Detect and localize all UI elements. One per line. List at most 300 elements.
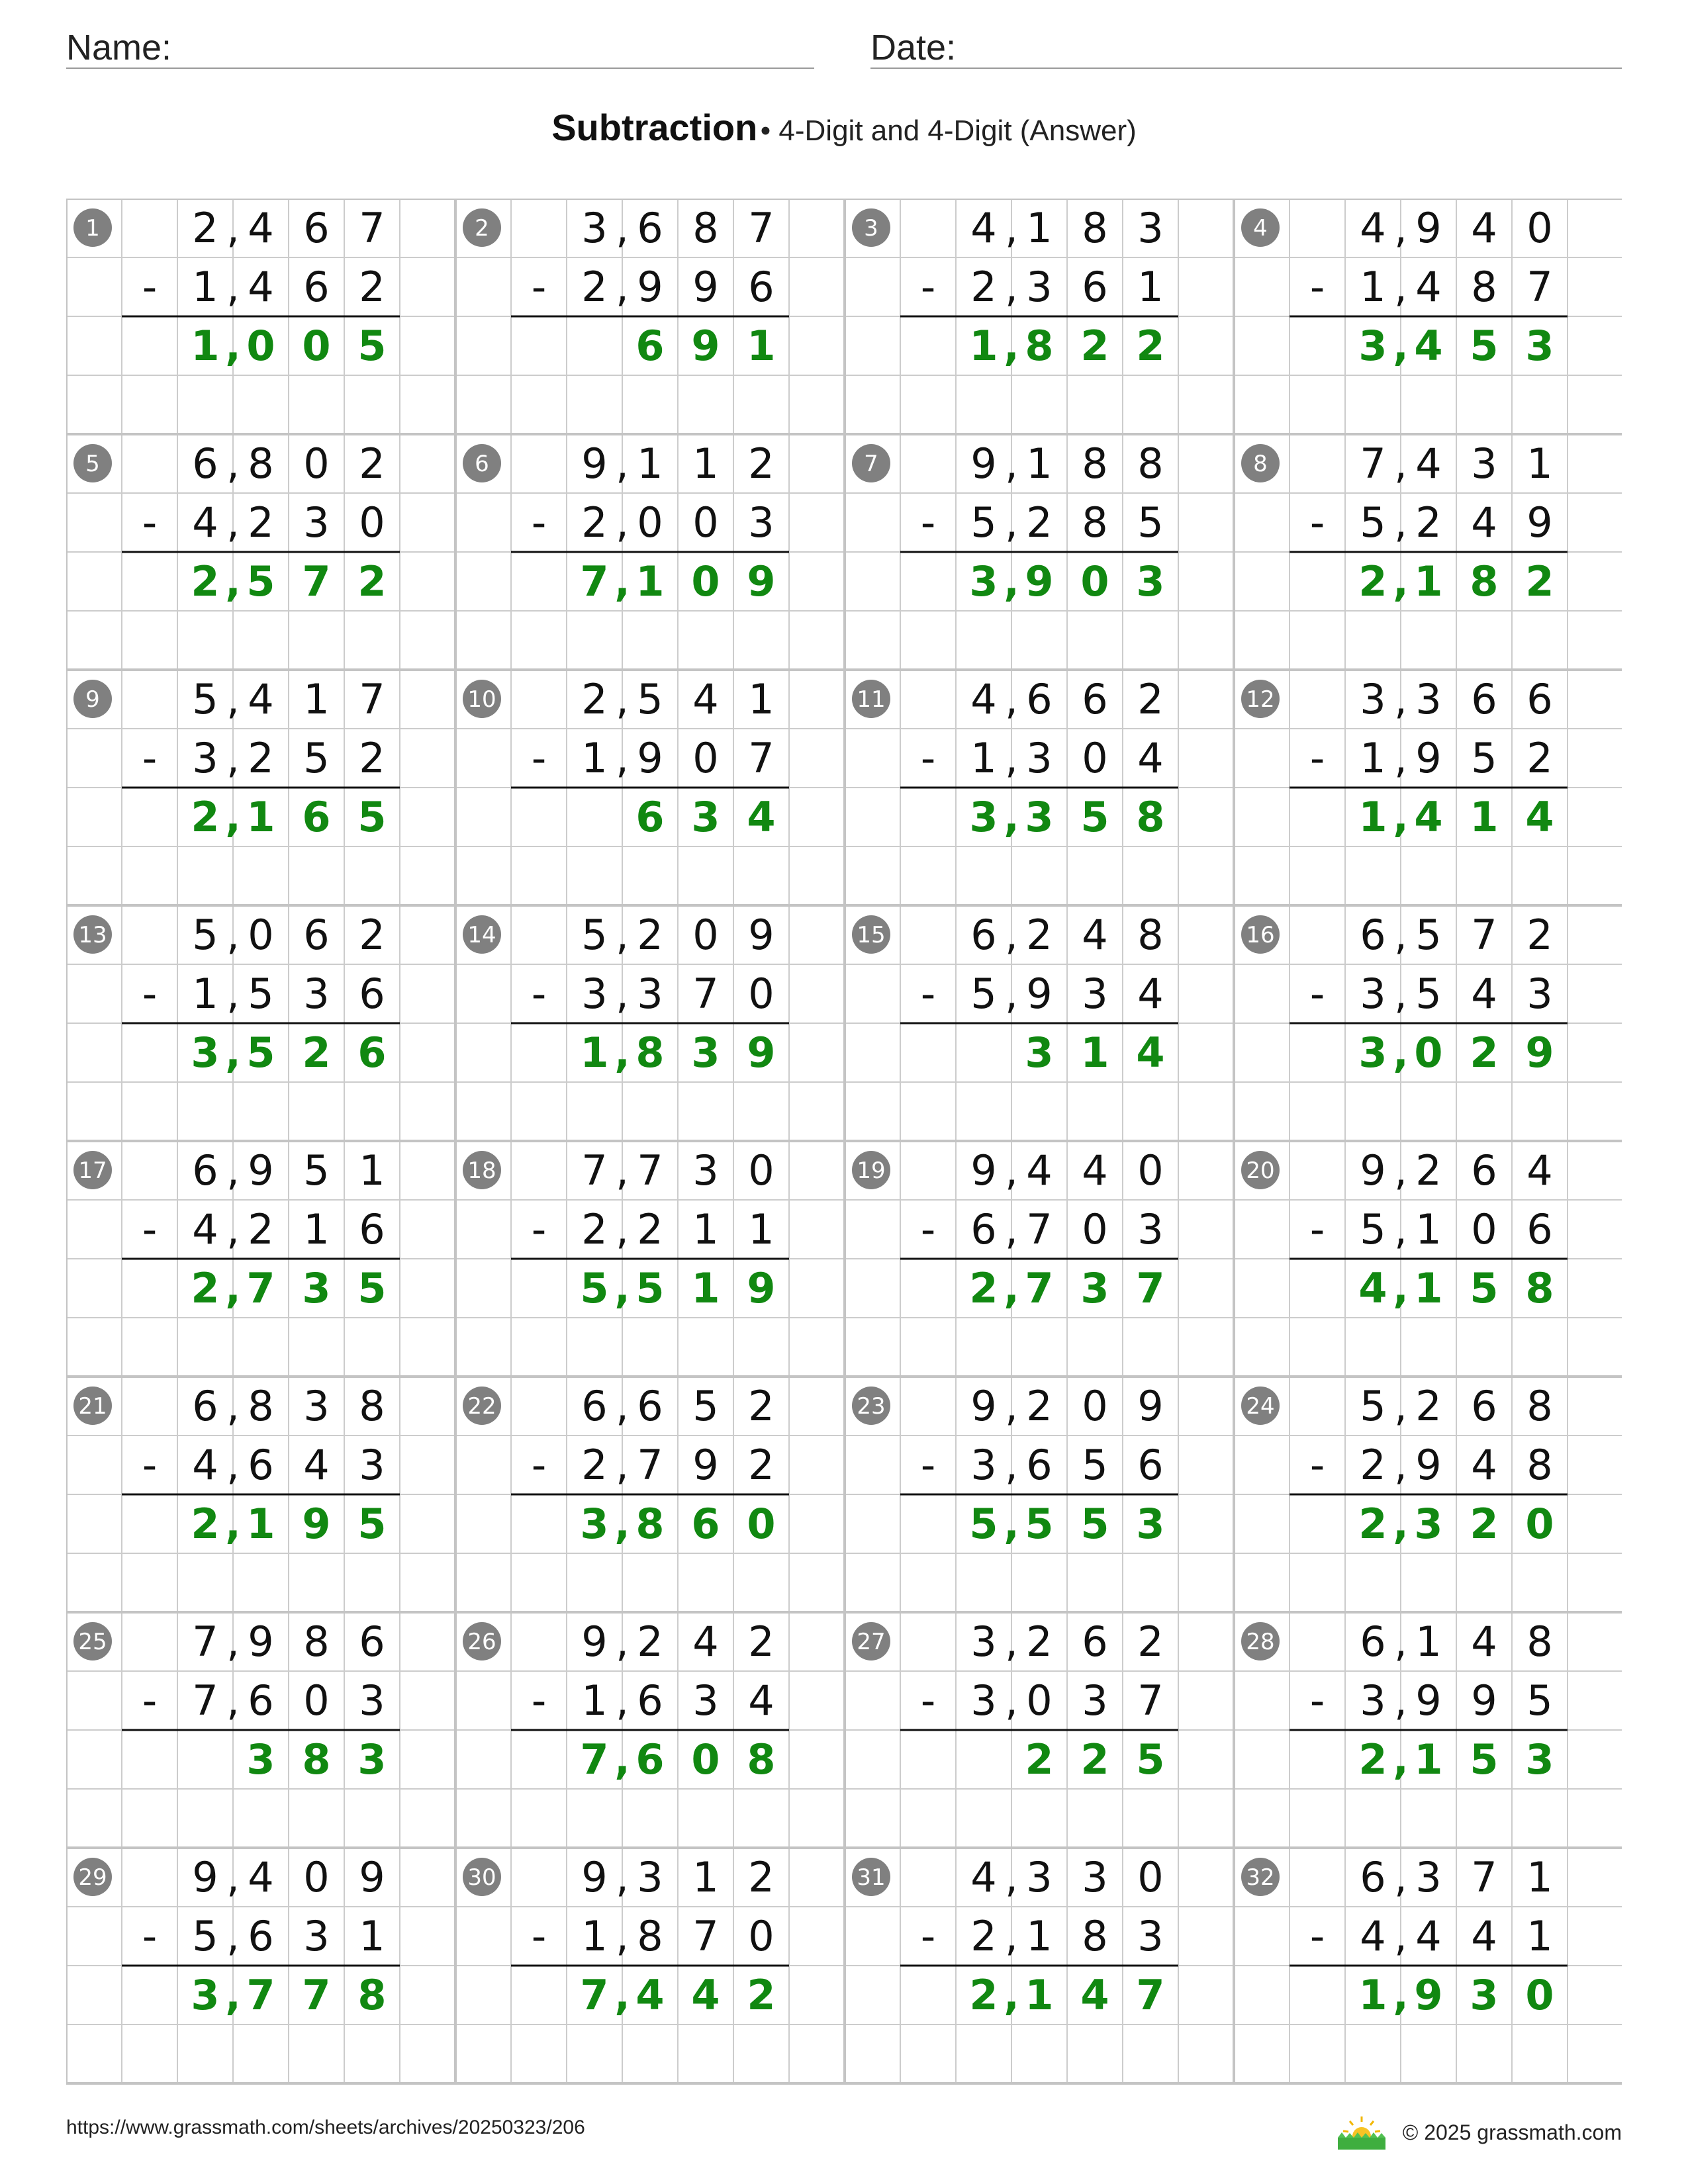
answer-digit: 7 — [302, 557, 331, 606]
subtrahend-digit: 7 — [692, 1912, 719, 1960]
answer-digit-comma: , — [225, 557, 241, 606]
answer-digit: 5 — [357, 1264, 387, 1312]
minus-sign: - — [531, 1205, 547, 1253]
minus-sign: - — [1309, 498, 1325, 547]
minuend-digit: 9 — [1137, 1382, 1164, 1430]
subtrahend-digit: 2 — [248, 1205, 274, 1253]
subtrahend-digit: 3 — [1137, 1912, 1164, 1960]
answer-digit: 5 — [357, 1500, 387, 1548]
minuend-digit: 4 — [1526, 1146, 1553, 1195]
subtrahend-digit: 0 — [359, 498, 385, 547]
answer-digit: 2 — [1080, 322, 1109, 370]
minuend-digit: 2 — [748, 1617, 774, 1666]
minuend-digit: 6 — [1471, 1146, 1497, 1195]
minuend-digit: 3 — [637, 1853, 663, 1901]
minuend-digit-comma: , — [1005, 911, 1018, 959]
minus-sign: - — [1309, 1205, 1325, 1253]
subtrahend-digit-comma: , — [616, 970, 629, 1018]
answer-digit: 2 — [191, 1500, 220, 1548]
subtrahend-digit-comma: , — [1005, 1912, 1018, 1960]
minuend-digit: 5 — [692, 1382, 719, 1430]
subtrahend-digit: 5 — [192, 1912, 218, 1960]
minuend-digit: 9 — [1415, 204, 1442, 252]
minuend-digit: 2 — [1026, 1382, 1053, 1430]
answer-digit: 1 — [246, 1500, 275, 1548]
minus-sign: - — [531, 1912, 547, 1960]
minuend-digit: 7 — [359, 204, 385, 252]
subtrahend-digit: 3 — [192, 734, 218, 782]
minuend-digit: 6 — [303, 911, 330, 959]
subtrahend-digit: 7 — [192, 1676, 218, 1725]
answer-digit: 0 — [747, 1500, 776, 1548]
subtrahend-digit: 8 — [1526, 1441, 1553, 1489]
subtrahend-digit: 0 — [303, 1676, 330, 1725]
minuend-digit: 0 — [303, 1853, 330, 1901]
subtrahend-digit: 1 — [1026, 1912, 1053, 1960]
answer-digit-comma: , — [1393, 1500, 1409, 1548]
subtrahend-digit: 0 — [692, 498, 719, 547]
subtrahend-digit: 9 — [1026, 970, 1053, 1018]
subtrahend-digit: 2 — [1526, 734, 1553, 782]
answer-digit: 5 — [1470, 1735, 1499, 1784]
minuend-digit: 3 — [1026, 1853, 1053, 1901]
minuend-digit: 4 — [970, 675, 997, 723]
problem-number: 7 — [864, 451, 878, 477]
subtrahend-digit: 6 — [303, 263, 330, 311]
subtrahend-digit: 3 — [359, 1441, 385, 1489]
subtrahend-digit: 7 — [1026, 1205, 1053, 1253]
answer-digit: 1 — [580, 1028, 609, 1077]
minuend-digit: 1 — [1526, 439, 1553, 488]
minuend-digit: 8 — [1137, 911, 1164, 959]
answer-digit: 4 — [635, 1971, 665, 2019]
subtrahend-digit: 4 — [748, 1676, 774, 1725]
subtrahend-digit: 6 — [1026, 1441, 1053, 1489]
subtrahend-digit: 6 — [1137, 1441, 1164, 1489]
minuend-digit: 8 — [1526, 1382, 1553, 1430]
subtrahend-digit: 5 — [1360, 1205, 1386, 1253]
minuend-digit-comma: , — [1005, 439, 1018, 488]
problem-number: 30 — [467, 1864, 496, 1891]
subtrahend-digit: 6 — [748, 263, 774, 311]
answer-digit: 3 — [1525, 1735, 1554, 1784]
minus-sign: - — [142, 1676, 158, 1725]
answer-digit: 2 — [969, 1264, 998, 1312]
subtrahend-digit-comma: , — [616, 1205, 629, 1253]
answer-digit: 4 — [1358, 1264, 1387, 1312]
title-subtitle: • 4-Digit and 4-Digit (Answer) — [760, 114, 1137, 147]
minuend-digit: 9 — [970, 1146, 997, 1195]
answer-digit: 9 — [747, 1028, 776, 1077]
subtrahend-digit: 2 — [1026, 498, 1053, 547]
minuend-digit: 9 — [748, 911, 774, 959]
minuend-digit: 4 — [248, 204, 274, 252]
minus-sign: - — [142, 970, 158, 1018]
answer-digit: 3 — [691, 793, 720, 841]
answer-digit: 9 — [747, 1264, 776, 1312]
minuend-digit: 1 — [359, 1146, 385, 1195]
subtrahend-digit-comma: , — [1394, 1912, 1407, 1960]
minus-sign: - — [920, 1676, 936, 1725]
date-label: Date: — [870, 28, 957, 68]
subtrahend-digit-comma: , — [1005, 263, 1018, 311]
subtrahend-digit: 4 — [1415, 1912, 1442, 1960]
problem-number: 31 — [857, 1864, 886, 1891]
answer-digit: 6 — [635, 1735, 665, 1784]
answer-digit: 0 — [1414, 1028, 1443, 1077]
subtrahend-digit: 0 — [748, 1912, 774, 1960]
subtrahend-digit: 1 — [192, 970, 218, 1018]
minuend-digit-comma: , — [1394, 439, 1407, 488]
answer-digit: 3 — [1414, 1500, 1443, 1548]
answer-digit: 8 — [302, 1735, 331, 1784]
problem-number: 1 — [85, 215, 100, 242]
subtrahend-digit: 9 — [692, 263, 719, 311]
answer-digit-comma: , — [1393, 793, 1409, 841]
subtrahend-digit-comma: , — [1005, 498, 1018, 547]
answer-digit-comma: , — [1393, 322, 1409, 370]
answer-digit: 9 — [302, 1500, 331, 1548]
minuend-digit: 3 — [303, 1382, 330, 1430]
subtrahend-digit: 2 — [581, 1441, 608, 1489]
answer-digit: 2 — [191, 557, 220, 606]
subtrahend-digit: 1 — [748, 1205, 774, 1253]
problem-number: 18 — [467, 1158, 496, 1184]
minuend-digit: 3 — [1360, 675, 1386, 723]
answer-digit: 3 — [1136, 557, 1165, 606]
minuend-digit: 6 — [1526, 675, 1553, 723]
minuend-digit-comma: , — [1394, 911, 1407, 959]
minuend-digit: 3 — [692, 1146, 719, 1195]
minus-sign: - — [531, 734, 547, 782]
minuend-digit: 9 — [359, 1853, 385, 1901]
minuend-digit: 4 — [970, 204, 997, 252]
minuend-digit: 6 — [1360, 911, 1386, 959]
answer-digit: 1 — [691, 1264, 720, 1312]
subtrahend-digit: 4 — [1471, 498, 1497, 547]
answer-digit-comma: , — [1393, 557, 1409, 606]
subtrahend-digit: 5 — [1471, 734, 1497, 782]
minuend-digit: 6 — [1471, 675, 1497, 723]
subtrahend-digit: 9 — [692, 1441, 719, 1489]
answer-digit: 2 — [969, 1971, 998, 2019]
minuend-digit: 0 — [248, 911, 274, 959]
minuend-digit: 7 — [637, 1146, 663, 1195]
answer-digit-comma: , — [1393, 1735, 1409, 1784]
answer-digit: 7 — [1136, 1264, 1165, 1312]
subtrahend-digit: 6 — [248, 1441, 274, 1489]
subtrahend-digit: 3 — [303, 970, 330, 1018]
minuend-digit: 3 — [1082, 1853, 1108, 1901]
answer-digit: 5 — [969, 1500, 998, 1548]
answer-digit: 8 — [635, 1028, 665, 1077]
minuend-digit: 4 — [248, 675, 274, 723]
answer-digit: 2 — [302, 1028, 331, 1077]
subtrahend-digit: 5 — [1415, 970, 1442, 1018]
answer-digit-comma: , — [614, 1500, 630, 1548]
answer-digit: 0 — [1525, 1971, 1554, 2019]
minus-sign: - — [142, 734, 158, 782]
answer-digit-comma: , — [1393, 1971, 1409, 2019]
answer-digit: 7 — [246, 1971, 275, 2019]
minuend-digit: 6 — [1471, 1382, 1497, 1430]
minuend-digit: 6 — [1360, 1617, 1386, 1666]
minus-sign: - — [1309, 263, 1325, 311]
minus-sign: - — [142, 1441, 158, 1489]
problem-number: 15 — [857, 922, 886, 948]
copyright-text: © 2025 grassmath.com — [1402, 2120, 1622, 2144]
answer-digit: 2 — [1525, 557, 1554, 606]
minuend-digit: 2 — [359, 911, 385, 959]
answer-digit-comma: , — [614, 557, 630, 606]
subtrahend-digit-comma: , — [226, 498, 240, 547]
subtrahend-digit: 4 — [1137, 734, 1164, 782]
minuend-digit: 4 — [1471, 1617, 1497, 1666]
answer-digit: 0 — [691, 557, 720, 606]
answer-digit: 1 — [1414, 557, 1443, 606]
minuend-digit: 8 — [248, 439, 274, 488]
subtrahend-digit: 5 — [1360, 498, 1386, 547]
subtrahend-digit-comma: , — [1005, 1441, 1018, 1489]
subtrahend-digit: 5 — [248, 970, 274, 1018]
answer-digit: 4 — [747, 793, 776, 841]
answer-digit: 1 — [1414, 1735, 1443, 1784]
subtrahend-digit: 5 — [970, 970, 997, 1018]
minuend-digit: 1 — [1526, 1853, 1553, 1901]
subtrahend-digit: 0 — [637, 498, 663, 547]
minuend-digit: 6 — [1082, 675, 1108, 723]
subtrahend-digit-comma: , — [1394, 734, 1407, 782]
worksheet-title — [0, 106, 1688, 149]
minuend-digit: 9 — [581, 1617, 608, 1666]
problem-number: 19 — [857, 1158, 886, 1184]
footer-copyright — [1335, 2115, 1622, 2150]
minuend-digit-comma: , — [616, 1617, 629, 1666]
subtrahend-digit: 3 — [1026, 263, 1053, 311]
minus-sign: - — [531, 1676, 547, 1725]
minuend-digit: 6 — [192, 1146, 218, 1195]
minus-sign: - — [531, 1441, 547, 1489]
minuend-digit-comma: , — [616, 1146, 629, 1195]
minuend-digit: 8 — [1137, 439, 1164, 488]
minuend-digit-comma: , — [616, 204, 629, 252]
subtrahend-digit: 3 — [303, 498, 330, 547]
minuend-digit: 3 — [581, 204, 608, 252]
sun-over-grass-icon — [1335, 2115, 1388, 2150]
minuend-digit: 4 — [1360, 204, 1386, 252]
minuend-digit: 6 — [192, 1382, 218, 1430]
problem-number: 9 — [85, 686, 100, 713]
answer-digit: 7 — [580, 557, 609, 606]
date-field[interactable] — [870, 24, 1622, 69]
answer-digit-comma: , — [1004, 1264, 1019, 1312]
answer-digit-comma: , — [225, 1028, 241, 1077]
answer-digit: 2 — [1358, 557, 1387, 606]
answer-digit: 8 — [747, 1735, 776, 1784]
minuend-digit: 5 — [192, 911, 218, 959]
subtrahend-digit-comma: , — [1005, 1676, 1018, 1725]
subtrahend-digit-comma: , — [1394, 1205, 1407, 1253]
minuend-digit: 8 — [1082, 439, 1108, 488]
answer-digit: 3 — [302, 1264, 331, 1312]
subtrahend-digit: 5 — [1526, 1676, 1553, 1725]
subtrahend-digit: 3 — [748, 498, 774, 547]
subtrahend-digit: 1 — [970, 734, 997, 782]
subtrahend-digit: 3 — [1137, 1205, 1164, 1253]
problem-number: 23 — [857, 1393, 886, 1420]
minuend-digit: 6 — [637, 1382, 663, 1430]
minuend-digit: 4 — [1415, 439, 1442, 488]
answer-digit: 4 — [1525, 793, 1554, 841]
answer-digit: 1 — [191, 322, 220, 370]
subtrahend-digit: 3 — [303, 1912, 330, 1960]
minuend-digit: 5 — [303, 1146, 330, 1195]
answer-digit: 8 — [357, 1971, 387, 2019]
answer-digit: 7 — [1136, 1971, 1165, 2019]
answer-digit: 4 — [1136, 1028, 1165, 1077]
minuend-digit-comma: , — [226, 1617, 240, 1666]
minus-sign: - — [1309, 970, 1325, 1018]
subtrahend-digit-comma: , — [1005, 734, 1018, 782]
minuend-digit: 4 — [248, 1853, 274, 1901]
answer-digit: 6 — [357, 1028, 387, 1077]
answer-digit-comma: , — [1393, 1264, 1409, 1312]
minus-sign: - — [1309, 734, 1325, 782]
minuend-digit: 1 — [748, 675, 774, 723]
minuend-digit: 9 — [581, 439, 608, 488]
problem-number: 3 — [864, 215, 878, 242]
answer-digit: 0 — [1525, 1500, 1554, 1548]
answer-digit: 6 — [635, 793, 665, 841]
problem-number: 22 — [467, 1393, 496, 1420]
subtrahend-digit: 4 — [1471, 1912, 1497, 1960]
subtrahend-digit: 9 — [1471, 1676, 1497, 1725]
minus-sign: - — [920, 498, 936, 547]
answer-digit: 3 — [969, 557, 998, 606]
subtrahend-digit: 1 — [1360, 263, 1386, 311]
subtrahend-digit: 3 — [1360, 1676, 1386, 1725]
answer-digit: 5 — [357, 322, 387, 370]
subtrahend-digit: 9 — [1415, 1676, 1442, 1725]
answer-digit: 7 — [580, 1735, 609, 1784]
minuend-digit: 5 — [1360, 1382, 1386, 1430]
problem-number: 14 — [467, 922, 496, 948]
minuend-digit-comma: , — [1005, 1853, 1018, 1901]
subtrahend-digit: 8 — [1082, 498, 1108, 547]
subtrahend-digit: 9 — [637, 263, 663, 311]
name-field[interactable] — [66, 24, 814, 69]
subtrahend-digit-comma: , — [1394, 970, 1407, 1018]
subtrahend-digit: 5 — [970, 498, 997, 547]
subtrahend-digit: 2 — [248, 734, 274, 782]
minus-sign: - — [920, 970, 936, 1018]
subtrahend-digit: 6 — [248, 1676, 274, 1725]
minuend-digit: 6 — [359, 1617, 385, 1666]
problem-number: 12 — [1246, 686, 1275, 713]
subtrahend-digit: 3 — [692, 1676, 719, 1725]
minuend-digit: 2 — [748, 439, 774, 488]
subtrahend-digit: 3 — [359, 1676, 385, 1725]
answer-digit-comma: , — [614, 1264, 630, 1312]
answer-digit: 0 — [1080, 557, 1109, 606]
minuend-digit: 2 — [1137, 675, 1164, 723]
answer-digit: 2 — [1358, 1500, 1387, 1548]
minuend-digit: 6 — [192, 439, 218, 488]
subtrahend-digit: 1 — [303, 1205, 330, 1253]
minus-sign: - — [1309, 1676, 1325, 1725]
subtrahend-digit: 4 — [1415, 263, 1442, 311]
answer-digit: 3 — [191, 1028, 220, 1077]
minus-sign: - — [920, 263, 936, 311]
minus-sign: - — [1309, 1912, 1325, 1960]
answer-digit: 7 — [580, 1971, 609, 2019]
answer-digit: 1 — [635, 557, 665, 606]
problem-number: 28 — [1246, 1629, 1275, 1655]
subtrahend-digit: 4 — [1471, 970, 1497, 1018]
subtrahend-digit: 7 — [1137, 1676, 1164, 1725]
minuend-digit: 2 — [359, 439, 385, 488]
answer-digit: 3 — [191, 1971, 220, 2019]
answer-digit: 8 — [1525, 1264, 1554, 1312]
minuend-digit-comma: , — [226, 1853, 240, 1901]
answer-digit: 2 — [191, 1264, 220, 1312]
subtrahend-digit: 4 — [1360, 1912, 1386, 1960]
minuend-digit: 2 — [1415, 1146, 1442, 1195]
minuend-digit: 5 — [192, 675, 218, 723]
minus-sign: - — [142, 1912, 158, 1960]
subtrahend-digit: 1 — [692, 1205, 719, 1253]
minuend-digit: 9 — [970, 1382, 997, 1430]
minuend-digit: 3 — [1137, 204, 1164, 252]
answer-digit: 3 — [691, 1028, 720, 1077]
answer-digit-comma: , — [1004, 322, 1019, 370]
answer-digit: 9 — [747, 557, 776, 606]
answer-digit: 5 — [580, 1264, 609, 1312]
minuend-digit: 1 — [1026, 439, 1053, 488]
subtrahend-digit: 0 — [748, 970, 774, 1018]
minuend-digit-comma: , — [1005, 1146, 1018, 1195]
answer-digit: 4 — [1414, 322, 1443, 370]
answer-digit: 5 — [1136, 1735, 1165, 1784]
subtrahend-digit-comma: , — [1394, 498, 1407, 547]
problem-number: 11 — [857, 686, 886, 713]
minuend-digit: 2 — [1415, 1382, 1442, 1430]
answer-digit: 5 — [1470, 322, 1499, 370]
answer-digit: 1 — [747, 322, 776, 370]
answer-digit: 1 — [1470, 793, 1499, 841]
minuend-digit: 7 — [581, 1146, 608, 1195]
subtrahend-digit-comma: , — [616, 1441, 629, 1489]
subtrahend-digit: 2 — [970, 1912, 997, 1960]
minuend-digit: 9 — [1360, 1146, 1386, 1195]
minuend-digit: 4 — [1026, 1146, 1053, 1195]
problem-number: 29 — [78, 1864, 107, 1891]
answer-digit-comma: , — [614, 1971, 630, 2019]
subtrahend-digit: 1 — [581, 1912, 608, 1960]
answer-digit: 7 — [302, 1971, 331, 2019]
answer-digit: 5 — [1470, 1264, 1499, 1312]
answer-digit: 3 — [1080, 1264, 1109, 1312]
minuend-digit: 8 — [303, 1617, 330, 1666]
minuend-digit: 6 — [1026, 675, 1053, 723]
minuend-digit: 6 — [303, 204, 330, 252]
subtrahend-digit: 3 — [970, 1441, 997, 1489]
minuend-digit: 2 — [748, 1853, 774, 1901]
minuend-digit: 4 — [692, 675, 719, 723]
subtrahend-digit: 0 — [692, 734, 719, 782]
subtrahend-digit: 3 — [1360, 970, 1386, 1018]
subtrahend-digit: 6 — [248, 1912, 274, 1960]
